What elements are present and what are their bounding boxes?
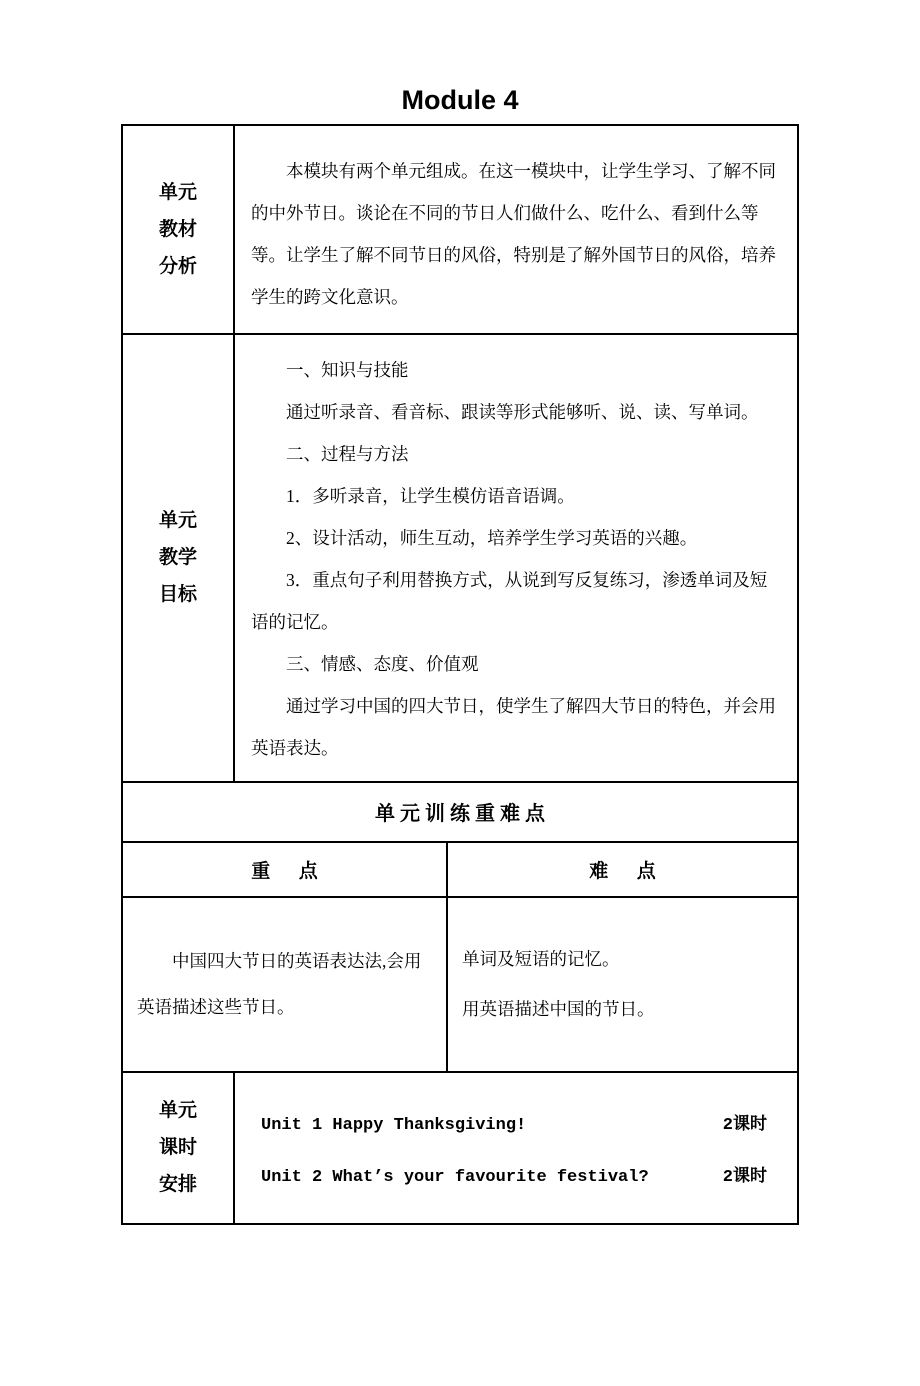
page-title: Module 4 (401, 85, 519, 115)
goal-paragraph: 一、知识与技能 (286, 359, 409, 380)
material-analysis-content (233, 126, 797, 333)
points-header-row (123, 841, 797, 896)
difficult-points-header-cell (446, 843, 797, 896)
section-header-text: 单 元 训 练 重 难 点 (375, 803, 545, 826)
teaching-goals-content (233, 335, 797, 781)
unit-hours: 2课时 (722, 1115, 767, 1135)
unit-name: Unit 2 What’s your favourite festival? (261, 1167, 649, 1187)
material-analysis-paragraph: 本模块有两个单元组成。在这一模块中，让学生学习、了解不同的中外节日。谈论在不同的节日人们做什么、吃什么、看到什么等等。让学生了解不同节日的风俗，特别是了解外国节日的风俗，培养学生的跨文化意识。 (251, 160, 776, 307)
label-line: 分析 (158, 255, 197, 277)
key-points-header-cell (123, 843, 446, 896)
label-line: 单元 (158, 181, 197, 203)
label-line: 单元 (158, 510, 197, 532)
unit-name: Unit 1 Happy Thanksgiving! (261, 1115, 527, 1135)
difficult-points-content-cell (446, 898, 797, 1071)
difficult-points-text: 单词及短语的记忆。 (462, 949, 620, 970)
schedule-row (123, 1071, 797, 1223)
teaching-goals-row (123, 333, 797, 781)
unit-hours: 2课时 (722, 1167, 767, 1187)
lesson-plan-table (121, 124, 799, 1225)
teaching-goals-label (123, 335, 233, 781)
goal-paragraph: 通过听录音、看音标、跟读等形式能够听、说、读、写单词。 (286, 401, 759, 422)
document-page (0, 84, 920, 1386)
goal-paragraph: 3．重点句子利用替换方式，从说到写反复练习，渗透单词及短语的记忆。 (251, 569, 768, 632)
schedule-label (123, 1073, 233, 1223)
material-analysis-row (123, 126, 797, 333)
section-header-row (123, 781, 797, 841)
label-line: 课时 (158, 1137, 197, 1159)
key-points-header: 重 点 (251, 860, 318, 882)
difficult-points-text: 用英语描述中国的节日。 (462, 999, 655, 1020)
label-line: 目标 (158, 584, 197, 606)
goal-paragraph: 二、过程与方法 (286, 443, 409, 464)
material-analysis-label (123, 126, 233, 333)
points-content-row (123, 896, 797, 1071)
key-points-text: 中国四大节日的英语表达法,会用英语描述这些节日。 (137, 951, 422, 1018)
goal-paragraph: 1．多听录音，让学生模仿语音语调。 (286, 485, 575, 506)
label-line: 教学 (158, 547, 197, 569)
goal-paragraph: 2、设计活动，师生互动，培养学生学习英语的兴趣。 (286, 527, 698, 548)
label-line: 教材 (158, 218, 197, 240)
goal-paragraph: 通过学习中国的四大节日，使学生了解四大节日的特色，并会用英语表达。 (251, 695, 776, 758)
unit-schedule-line (261, 1109, 767, 1135)
key-points-content-cell (123, 898, 446, 1071)
schedule-content (233, 1073, 797, 1223)
difficult-points-header: 难 点 (589, 860, 656, 882)
goal-paragraph: 三、情感、态度、价值观 (286, 653, 479, 674)
label-line: 单元 (158, 1100, 197, 1122)
label-line: 安排 (158, 1174, 197, 1196)
unit-schedule-line (261, 1161, 767, 1187)
